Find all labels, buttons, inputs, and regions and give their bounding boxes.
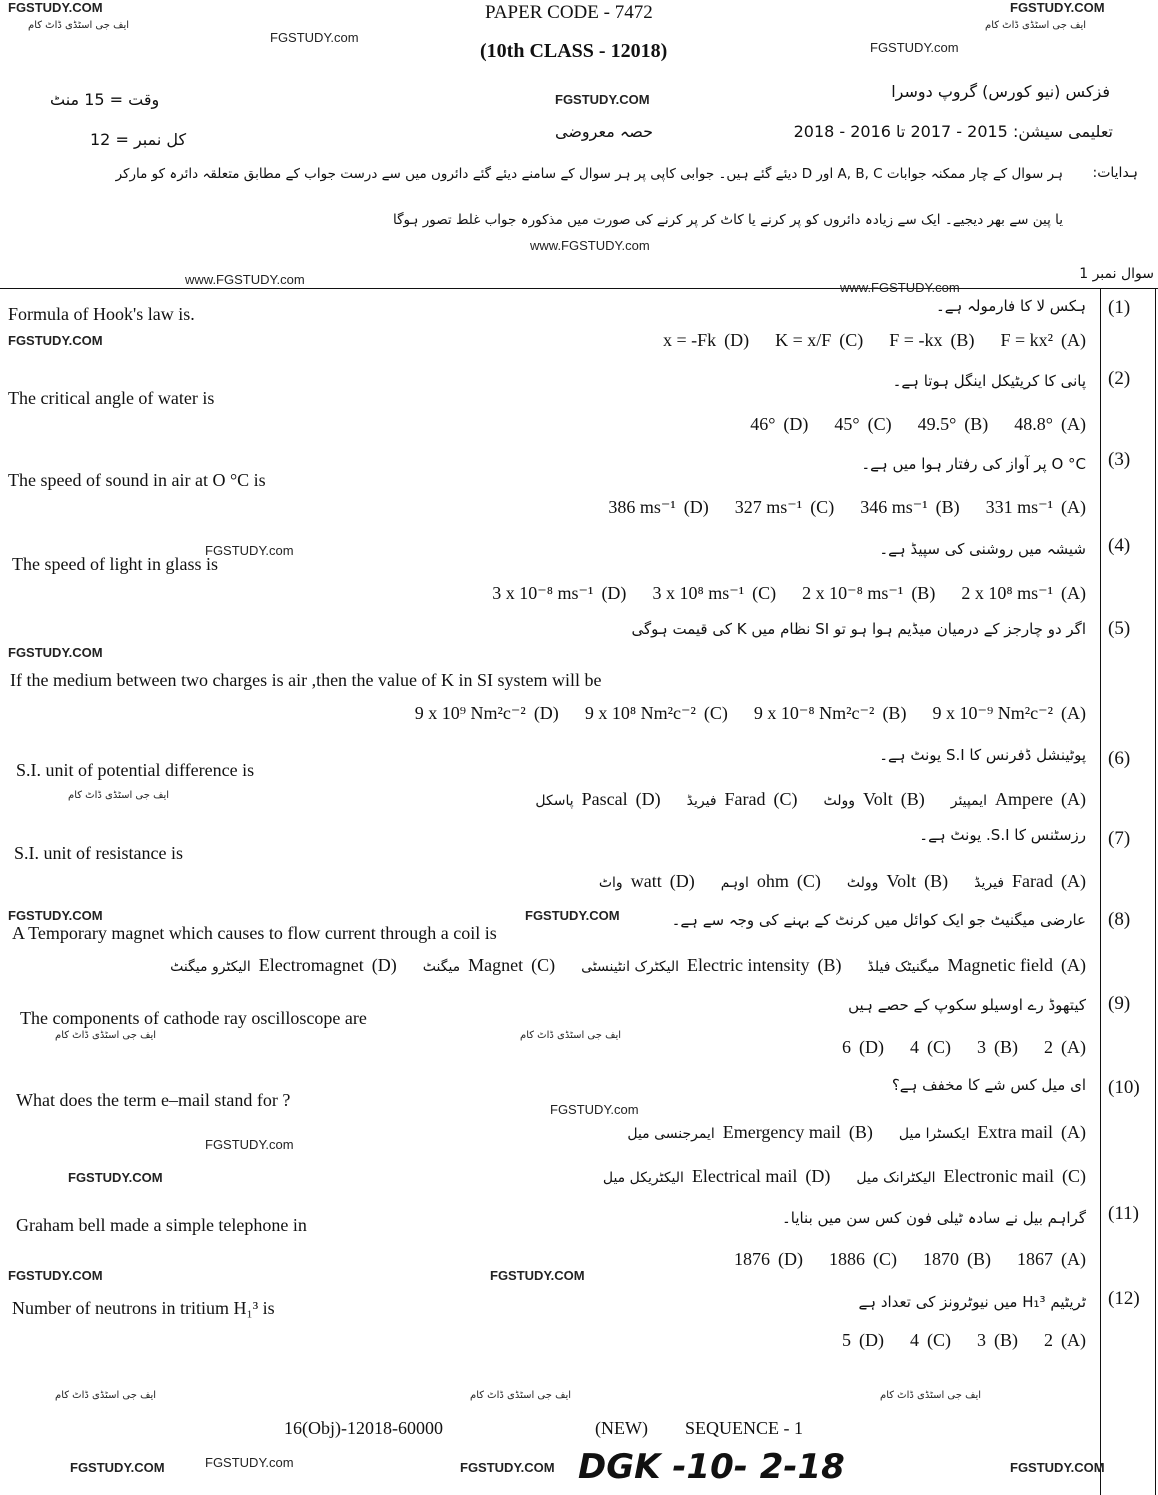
- section-urdu: حصہ معروضی: [555, 122, 653, 141]
- option-letter: (C): [703, 703, 728, 723]
- option-b: [802, 583, 935, 604]
- watermark-text: FGSTUDY.COM: [490, 1268, 585, 1283]
- option-value: F = -kx: [889, 330, 943, 350]
- watermark-text: FGSTUDY.COM: [555, 92, 650, 107]
- option-letter: (B): [817, 955, 842, 975]
- option-urdu: ایکسٹرا میل: [898, 1126, 970, 1142]
- option-letter: (A): [1061, 497, 1086, 517]
- option-a: [974, 871, 1086, 892]
- option-a: [899, 1122, 1086, 1143]
- watermark-text: www.FGSTUDY.com: [530, 238, 650, 253]
- question-number: (4): [1108, 535, 1131, 556]
- option-value: Farad: [724, 789, 766, 809]
- watermark-text: ایف جی اسٹڈی ڈاٹ کام: [880, 1390, 982, 1401]
- option-letter: (C): [531, 955, 556, 975]
- question-text-english: S.I. unit of potential difference is: [16, 760, 255, 780]
- option-value: Emergency mail: [722, 1122, 841, 1142]
- watermark-text: ایف جی اسٹڈی ڈاٹ کام: [470, 1390, 572, 1401]
- option-urdu: ایمرجنسی میل: [627, 1126, 715, 1142]
- option-value: 48.8°: [1014, 414, 1053, 434]
- options-row: [492, 583, 1086, 604]
- option-value: 1886: [829, 1249, 865, 1269]
- option-letter: (D): [635, 789, 661, 809]
- option-value: watt: [630, 871, 662, 891]
- question-text-urdu: O °C پر آواز کی رفتار ہوا میں ہے۔: [861, 455, 1086, 473]
- option-urdu: ایمپیئر: [950, 793, 988, 809]
- question-text-urdu: ای میل کس شے کا مخفف ہے؟: [891, 1076, 1086, 1094]
- option-urdu: پاسکل: [535, 793, 574, 809]
- option-value: 3 x 10⁸ ms⁻¹: [652, 583, 745, 603]
- option-d: [415, 703, 559, 724]
- option-urdu: میگنٹ: [422, 959, 461, 975]
- option-value: ohm: [756, 871, 789, 891]
- instructions-label: ہدایات:: [1092, 165, 1138, 181]
- options-row: [842, 1037, 1086, 1058]
- options-row: [663, 330, 1086, 351]
- option-value: 1867: [1017, 1249, 1053, 1269]
- option-value: 346 ms⁻¹: [860, 497, 928, 517]
- option-b: [889, 330, 974, 351]
- watermark-text: ایف جی اسٹڈی ڈاٹ کام: [985, 20, 1087, 31]
- option-letter: (A): [1061, 583, 1086, 603]
- question-text-english: The speed of sound in air at O °C is: [8, 470, 266, 490]
- watermark-text: ایف جی اسٹڈی ڈاٹ کام: [520, 1030, 622, 1041]
- watermark-text: FGSTUDY.COM: [8, 645, 103, 660]
- option-value: 4: [910, 1330, 919, 1350]
- options-row: [603, 1166, 1086, 1187]
- option-a: [1044, 1037, 1086, 1058]
- option-letter: (C): [839, 330, 864, 350]
- option-value: 3 x 10⁻⁸ ms⁻¹: [492, 583, 594, 603]
- option-letter: (B): [964, 414, 989, 434]
- options-row: [734, 1249, 1086, 1270]
- option-c: [910, 1330, 951, 1351]
- option-a: [986, 497, 1086, 518]
- option-a: [1000, 330, 1086, 351]
- option-value: Pascal: [581, 789, 628, 809]
- option-urdu: الیکٹرک انٹینسٹی: [581, 959, 680, 975]
- question-text-english: Number of neutrons in tritium H₁³ is: [12, 1298, 275, 1318]
- option-letter: (D): [669, 871, 695, 891]
- option-value: Ampere: [995, 789, 1053, 809]
- option-d: [599, 871, 695, 892]
- options-row: [750, 414, 1086, 435]
- option-a: [868, 955, 1086, 976]
- option-c: [834, 414, 891, 435]
- option-b: [977, 1330, 1018, 1351]
- option-letter: (D): [724, 330, 750, 350]
- option-b: [581, 955, 841, 976]
- option-urdu: میگنیٹک فیلڈ: [867, 959, 940, 975]
- page-right-border: [1155, 288, 1156, 1495]
- option-letter: (A): [1061, 1330, 1086, 1350]
- watermark-text: FGSTUDY.COM: [8, 1268, 103, 1283]
- question-text-english: If the medium between two charges is air ,then the value of K in SI system will be: [10, 670, 602, 690]
- option-value: Electromagnet: [258, 955, 364, 975]
- footer-code: 16(Obj)-12018-60000: [284, 1418, 443, 1438]
- option-value: 2: [1044, 1037, 1053, 1057]
- option-letter: (A): [1061, 703, 1086, 723]
- option-letter: (D): [683, 497, 709, 517]
- question-number: (1): [1108, 297, 1131, 318]
- question-text-english: What does the term e–mail stand for ?: [16, 1090, 291, 1110]
- option-urdu: وولٹ: [823, 793, 856, 809]
- option-letter: (B): [900, 789, 925, 809]
- option-value: Volt: [863, 789, 893, 809]
- option-letter: (A): [1061, 330, 1086, 350]
- question-number-label: سوال نمبر 1: [1079, 266, 1154, 282]
- options-row: [170, 955, 1086, 976]
- option-letter: (C): [867, 414, 892, 434]
- options-row: [627, 1122, 1086, 1143]
- option-a: [1014, 414, 1086, 435]
- watermark-text: FGSTUDY.com: [270, 30, 359, 45]
- footer-new: (NEW): [595, 1418, 648, 1438]
- option-value: F = kx²: [1000, 330, 1053, 350]
- option-a: [932, 703, 1086, 724]
- option-letter: (C): [927, 1037, 951, 1057]
- option-letter: (C): [773, 789, 798, 809]
- question-number: (9): [1108, 993, 1131, 1014]
- options-row: [599, 871, 1086, 892]
- option-c: [423, 955, 555, 976]
- option-value: 49.5°: [917, 414, 957, 434]
- option-urdu: فیریڈ: [974, 875, 1005, 891]
- option-letter: (C): [873, 1249, 897, 1269]
- option-value: Volt: [886, 871, 917, 891]
- option-letter: (C): [810, 497, 835, 517]
- option-letter: (D): [783, 414, 809, 434]
- option-value: Electronic mail: [943, 1166, 1054, 1186]
- header-divider: [0, 288, 1158, 289]
- option-value: 1870: [923, 1249, 959, 1269]
- question-text-urdu: اگر دو چارجز کے درمیان میڈیم ہوا ہو تو SI نظام میں K کی قیمت ہوگی: [631, 620, 1086, 638]
- option-urdu: فیریڈ: [686, 793, 717, 809]
- question-text-english: The critical angle of water is: [8, 388, 215, 408]
- option-a: [951, 789, 1086, 810]
- question-text-english: A Temporary magnet which causes to flow current through a coil is: [12, 923, 497, 943]
- option-value: 5: [842, 1330, 851, 1350]
- option-letter: (A): [1061, 1037, 1086, 1057]
- option-letter: (D): [601, 583, 627, 603]
- watermark-text: FGSTUDY.COM: [1010, 0, 1105, 15]
- question-number: (6): [1108, 748, 1131, 769]
- number-column-divider: [1100, 288, 1101, 1495]
- option-letter: (D): [859, 1330, 884, 1350]
- watermark-text: www.FGSTUDY.com: [840, 280, 960, 295]
- option-b: [923, 1249, 991, 1270]
- watermark-text: www.FGSTUDY.com: [185, 272, 305, 287]
- question-text-urdu: کیتھوڈ رے اوسیلو سکوپ کے حصے ہیں: [848, 996, 1086, 1014]
- question-text-english: S.I. unit of resistance is: [14, 843, 183, 863]
- question-number: (3): [1108, 449, 1131, 470]
- option-c: [775, 330, 863, 351]
- option-letter: (A): [1061, 871, 1086, 891]
- option-letter: (B): [882, 703, 907, 723]
- option-urdu: وولٹ: [846, 875, 879, 891]
- option-letter: (A): [1061, 414, 1086, 434]
- question-text-english: Formula of Hook's law is.: [8, 304, 195, 324]
- options-row: [842, 1330, 1086, 1351]
- watermark-text: FGSTUDY.COM: [8, 0, 103, 15]
- option-value: 2 x 10⁸ ms⁻¹: [961, 583, 1053, 603]
- watermark-text: FGSTUDY.com: [870, 40, 959, 55]
- option-value: 386 ms⁻¹: [608, 497, 676, 517]
- option-b: [977, 1037, 1018, 1058]
- option-value: Magnetic field: [947, 955, 1053, 975]
- watermark-text: FGSTUDY.com: [550, 1102, 639, 1117]
- watermark-text: FGSTUDY.COM: [460, 1460, 555, 1475]
- option-b: [860, 497, 959, 518]
- option-d: [663, 330, 749, 351]
- question-text-english: The speed of light in glass is: [12, 554, 218, 574]
- option-urdu: الیکٹرانک میل: [856, 1170, 936, 1186]
- option-letter: (C): [796, 871, 821, 891]
- option-value: 9 x 10⁻⁹ Nm²c⁻²: [932, 703, 1053, 723]
- option-c: [652, 583, 776, 604]
- option-d: [492, 583, 626, 604]
- option-letter: (B): [848, 1122, 873, 1142]
- question-number: (8): [1108, 909, 1131, 930]
- question-number: (10): [1108, 1077, 1140, 1098]
- options-row: [415, 703, 1086, 724]
- options-row: [608, 497, 1086, 518]
- option-letter: (B): [994, 1330, 1018, 1350]
- option-urdu: الیکٹریکل میل: [602, 1170, 684, 1186]
- watermark-text: ایف جی اسٹڈی ڈاٹ کام: [68, 790, 170, 801]
- option-value: Magnet: [468, 955, 524, 975]
- option-value: 9 x 10⁹ Nm²c⁻²: [414, 703, 526, 723]
- option-value: 2: [1044, 1330, 1053, 1350]
- option-b: [847, 871, 948, 892]
- watermark-text: FGSTUDY.com: [205, 1455, 294, 1470]
- option-a: [1017, 1249, 1086, 1270]
- option-value: 331 ms⁻¹: [985, 497, 1053, 517]
- question-number: (12): [1108, 1288, 1140, 1309]
- question-number: (7): [1108, 828, 1131, 849]
- option-urdu: الیکٹرو میگنٹ: [170, 959, 251, 975]
- option-value: K = x/F: [775, 330, 832, 350]
- session-urdu: تعلیمی سیشن: 2015 - 2017 تا 2016 - 2018: [793, 122, 1113, 141]
- option-value: x = -Fk: [662, 330, 717, 350]
- option-letter: (C): [1062, 1166, 1086, 1186]
- option-letter: (C): [927, 1330, 951, 1350]
- option-b: [918, 414, 989, 435]
- option-c: [687, 789, 798, 810]
- option-letter: (B): [924, 871, 949, 891]
- watermark-text: FGSTUDY.com: [205, 1137, 294, 1152]
- option-letter: (A): [1061, 955, 1086, 975]
- option-letter: (A): [1061, 1249, 1086, 1269]
- option-value: 9 x 10⁻⁸ Nm²c⁻²: [753, 703, 875, 723]
- option-letter: (B): [967, 1249, 991, 1269]
- time-urdu: وقت = 15 منٹ: [50, 90, 160, 109]
- handwritten-note: DGK -10- 2-18: [578, 1447, 845, 1487]
- option-d: [842, 1330, 884, 1351]
- option-letter: (B): [911, 583, 936, 603]
- option-letter: (A): [1061, 1122, 1086, 1142]
- question-text-urdu: شیشہ میں روشنی کی سپیڈ ہے۔: [879, 540, 1086, 558]
- option-value: 1876: [734, 1249, 770, 1269]
- option-d: [170, 955, 397, 976]
- option-value: Extra mail: [977, 1122, 1053, 1142]
- option-urdu: اوہم: [720, 875, 749, 891]
- question-text-english: The components of cathode ray oscilloscope are: [20, 1008, 367, 1028]
- question-number: (11): [1108, 1203, 1139, 1224]
- option-c: [735, 497, 834, 518]
- option-letter: (D): [371, 955, 397, 975]
- option-value: 9 x 10⁸ Nm²c⁻²: [584, 703, 696, 723]
- option-letter: (B): [935, 497, 960, 517]
- option-value: 2 x 10⁻⁸ ms⁻¹: [802, 583, 904, 603]
- watermark-text: FGSTUDY.COM: [1010, 1460, 1105, 1475]
- question-text-urdu: پانی کا کریٹیکل اینگل ہوتا ہے۔: [892, 372, 1086, 390]
- watermark-text: ایف جی اسٹڈی ڈاٹ کام: [55, 1030, 157, 1041]
- option-letter: (B): [950, 330, 975, 350]
- option-a: [1044, 1330, 1086, 1351]
- question-text-urdu: ہکس لا کا فارمولہ ہے۔: [935, 297, 1086, 315]
- option-value: 327 ms⁻¹: [734, 497, 803, 517]
- question-text-urdu: گراہم بیل نے سادہ ٹیلی فون کس سن میں بنایا۔: [781, 1209, 1086, 1227]
- instructions-line1: ہر سوال کے چار ممکنہ جوابات A, B, C اور D دیئے گئے ہیں۔ جوابی کاپی پر ہر سوال کے سامنے دیئے گئے دائروں میں سے درست جواب کے مطابق متعلقہ دائرہ کو مارکر: [115, 166, 1063, 182]
- option-b: [824, 789, 925, 810]
- option-d: [750, 414, 808, 435]
- option-a: [961, 583, 1086, 604]
- option-urdu: واٹ: [598, 875, 623, 891]
- option-letter: (D): [859, 1037, 884, 1057]
- option-letter: (D): [533, 703, 559, 723]
- option-c: [829, 1249, 897, 1270]
- watermark-text: FGSTUDY.COM: [68, 1170, 163, 1185]
- question-text-urdu: عارضی میگنیٹ جو ایک کوائل میں کرنٹ کے بہنے کی وجہ سے ہے۔: [671, 911, 1086, 929]
- footer-sequence: SEQUENCE - 1: [685, 1418, 803, 1438]
- watermark-text: FGSTUDY.COM: [525, 908, 620, 923]
- question-number: (5): [1108, 618, 1131, 639]
- option-letter: (A): [1061, 789, 1086, 809]
- option-value: 46°: [750, 414, 776, 434]
- watermark-text: FGSTUDY.COM: [8, 908, 103, 923]
- option-c: [910, 1037, 951, 1058]
- watermark-text: FGSTUDY.COM: [8, 333, 103, 348]
- option-d: [535, 789, 660, 810]
- option-value: Electrical mail: [691, 1166, 798, 1186]
- option-b: [754, 703, 907, 724]
- option-value: 4: [910, 1037, 919, 1057]
- option-d: [842, 1037, 884, 1058]
- option-letter: (B): [994, 1037, 1018, 1057]
- option-d: [734, 1249, 803, 1270]
- option-c: [856, 1166, 1086, 1187]
- option-c: [721, 871, 821, 892]
- option-d: [608, 497, 708, 518]
- question-text-urdu: پوٹینشل ڈفرنس کا S.I یونٹ ہے۔: [879, 746, 1086, 764]
- option-letter: (C): [752, 583, 777, 603]
- question-number: (2): [1108, 368, 1131, 389]
- question-text-english: Graham bell made a simple telephone in: [16, 1215, 307, 1235]
- watermark-text: FGSTUDY.com: [205, 543, 294, 558]
- option-letter: (D): [805, 1166, 831, 1186]
- option-value: Farad: [1012, 871, 1053, 891]
- paper-code: PAPER CODE - 7472: [485, 2, 653, 23]
- watermark-text: ایف جی اسٹڈی ڈاٹ کام: [55, 1390, 157, 1401]
- option-d: [603, 1166, 831, 1187]
- option-value: 6: [842, 1037, 851, 1057]
- option-b: [627, 1122, 873, 1143]
- options-row: [535, 789, 1086, 810]
- option-value: 45°: [834, 414, 860, 434]
- watermark-text: FGSTUDY.COM: [70, 1460, 165, 1475]
- question-text-urdu: ٹریٹیم H₁³ میں نیوٹرونز کی تعداد ہے: [858, 1293, 1086, 1311]
- subject-urdu: فزکس (نیو کورس) گروپ دوسرا: [891, 82, 1110, 101]
- watermark-text: ایف جی اسٹڈی ڈاٹ کام: [28, 20, 130, 31]
- option-letter: (D): [778, 1249, 803, 1269]
- question-text-urdu: رزسٹنس کا S.I. یونٹ ہے۔: [919, 826, 1086, 844]
- option-c: [585, 703, 728, 724]
- class-title: (10th CLASS - 12018): [480, 40, 668, 62]
- total-marks-urdu: کل نمبر = 12: [90, 130, 187, 149]
- option-value: Electric intensity: [687, 955, 810, 975]
- instructions-line2: یا پین سے بھر دیجیے۔ ایک سے زیادہ دائروں کو پر کرنے یا کاٹ کر پر کرنے کی صورت میں مذکورہ جواب غلط تصور ہوگا: [393, 212, 1063, 228]
- option-value: 3: [977, 1330, 986, 1350]
- option-value: 3: [977, 1037, 986, 1057]
